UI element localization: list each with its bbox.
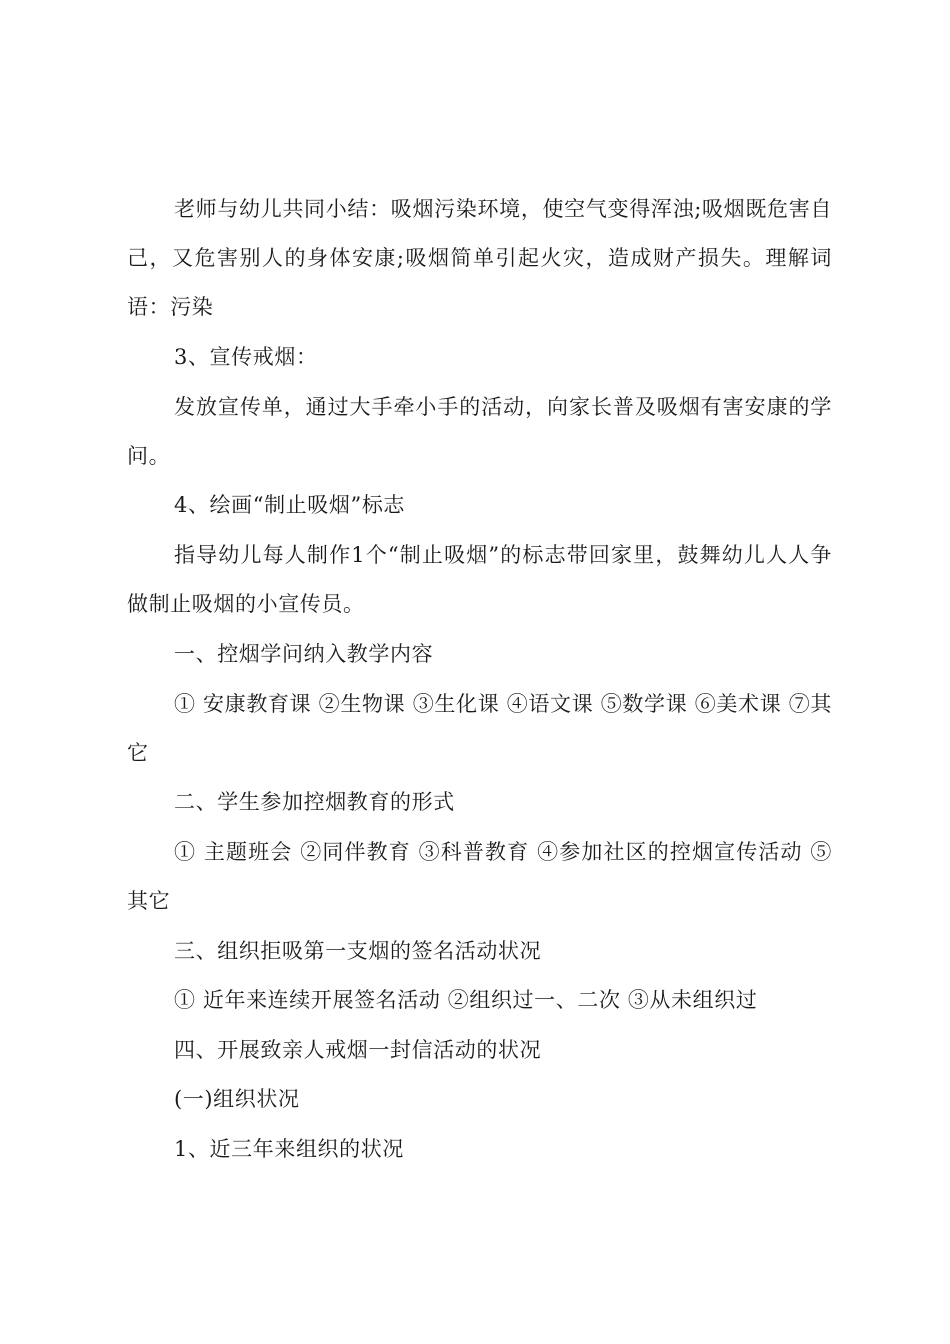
heading-draw-sign: 4、绘画“制止吸烟”标志: [174, 493, 406, 517]
heading-section-four: 四、开展致亲人戒烟一封信活动的状况: [174, 1038, 542, 1062]
list-signature-activity: ① 近年来连续开展签名活动 ②组织过一、二次 ③从未组织过: [174, 988, 758, 1012]
subheading-organization: (一)组织状况: [174, 1087, 300, 1111]
heading-section-three: 三、组织拒吸第一支烟的签名活动状况: [174, 939, 542, 963]
paragraph-make-sign: 指导幼儿每人制作1个“制止吸烟”的标志带回家里，鼓舞幼儿人人争做制止吸烟的小宣传员。: [127, 543, 832, 616]
heading-section-two: 二、学生参加控烟教育的形式: [174, 790, 455, 814]
list-education-forms: ① 主题班会 ②同伴教育 ③科普教育 ④参加社区的控烟宣传活动 ⑤其它: [127, 840, 832, 913]
paragraph-leaflets: 发放宣传单，通过大手牵小手的活动，向家长普及吸烟有害安康的学问。: [127, 395, 832, 468]
list-courses: ① 安康教育课 ②生物课 ③生化课 ④语文课 ⑤数学课 ⑥美术课 ⑦其它: [127, 692, 832, 765]
heading-section-one: 一、控烟学问纳入教学内容: [174, 642, 434, 666]
heading-promote-quit-smoking: 3、宣传戒烟：: [174, 345, 318, 369]
item-recent-three-years: 1、近三年来组织的状况: [174, 1137, 404, 1161]
paragraph-summary: 老师与幼儿共同小结：吸烟污染环境，使空气变得浑浊;吸烟既危害自己，又危害别人的身体安康;吸烟简单引起火灾，造成财产损失。理解词语：污染: [127, 197, 832, 319]
